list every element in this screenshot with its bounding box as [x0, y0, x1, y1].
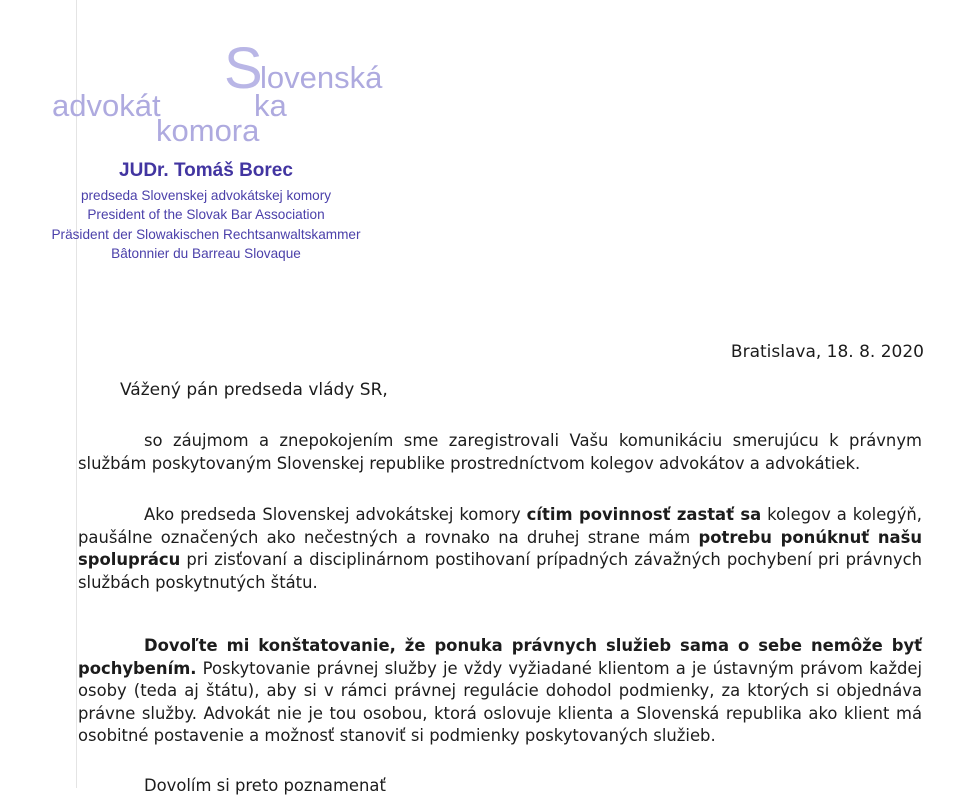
sender-title-fr: Bâtonnier du Barreau Slovaque — [111, 245, 301, 261]
logo-word-slovenska: lovenská — [260, 60, 383, 95]
paragraph-3-text: Poskytovanie právnej služby je vždy vyžiadané klientom a je ústavným právom každej osoby (teda aj štátu), aby si v rámci právnej regulácie dohodol podmienky, za ktorých si objednáva právne služby. Advokát nie je tou osobou, ktorá oslovuje klienta a Slovenská republika ako klient má osobitné postavenie a možnosť stanoviť si podmienky poskytovaných služieb. — [78, 658, 922, 745]
paragraph-3 — [78, 635, 922, 748]
paragraph-1-text: so záujmom a znepokojením sme zaregistrovali Vašu komunikáciu smerujúcu k právnym službám poskytovaným Slovenskej republike prostredníctvom kolegov advokátov a advokátiek. — [78, 431, 922, 473]
logo-letter-s: S — [224, 36, 263, 101]
letterhead — [40, 160, 372, 263]
paragraph-1 — [78, 430, 922, 475]
salutation: Vážený pán predseda vlády SR, — [120, 380, 388, 400]
paragraph-2 — [78, 504, 922, 594]
logo-word-ka: ka — [254, 88, 287, 123]
sender-title-en: President of the Slovak Bar Association — [87, 207, 325, 223]
paragraph-3-bold: Dovoľte mi konštatovanie, že ponuka právnych služieb sama o sebe nemôže byť pochybením. — [78, 636, 922, 678]
paragraph-2-text-1: Ako predseda Slovenskej advokátskej komory — [144, 505, 527, 524]
paragraph-2-bold-1: cítim povinnosť zastať sa — [526, 505, 762, 524]
logo-word-advokat: advokát — [52, 88, 161, 123]
letter-date: Bratislava, 18. 8. 2020 — [730, 342, 924, 362]
sender-name: JUDr. Tomáš Borec — [119, 160, 293, 181]
bar-association-logo — [48, 36, 383, 148]
paragraph-4 — [78, 775, 922, 798]
paragraph-2-text-3: pri zisťovaní a disciplinárnom postihovaní prípadných závažných pochybení pri právnych službách poskytnutých štátu. — [78, 550, 922, 592]
sender-title-sk: predseda Slovenskej advokátskej komory — [80, 188, 332, 203]
sender-title-de: Präsident der Slowakischen Rechtsanwaltskammer — [51, 226, 361, 242]
paragraph-4-text: Dovolím si preto poznamenať — [144, 776, 386, 795]
logo-word-komora: komora — [156, 113, 260, 148]
paragraph-2-bold-2: potrebu ponúknuť našu spoluprácu — [78, 527, 922, 569]
paragraph-2-text-2: kolegov a kolegýň, paušálne označených ako nečestných a rovnako na druhej strane mám — [78, 505, 923, 547]
